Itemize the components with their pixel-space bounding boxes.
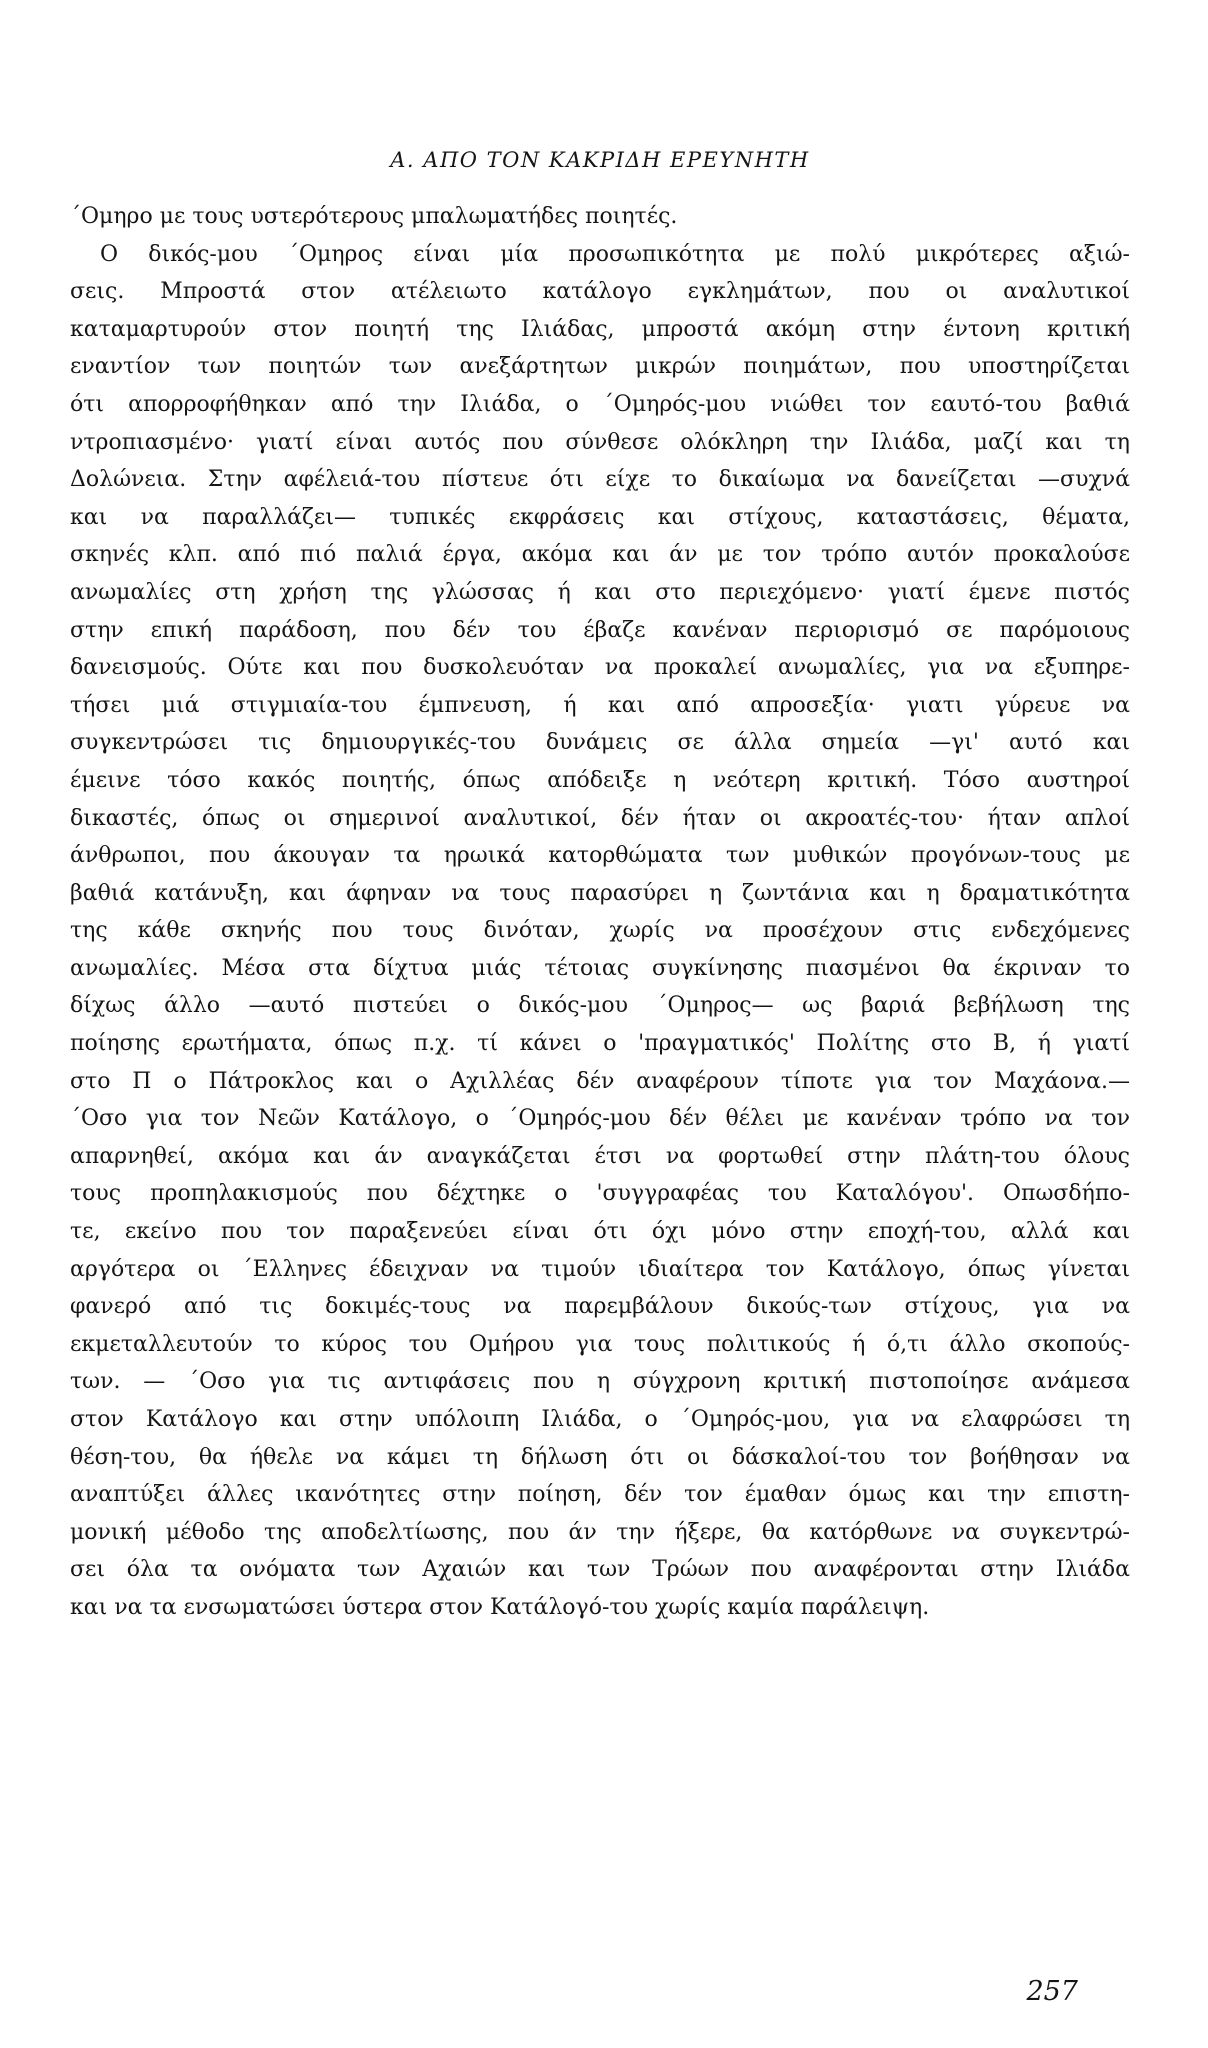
text-line: στο Π ο Πάτροκλος και ο Αχιλλέας δέν αναφέρουν τίποτε για τον Μαχάονα.— [70,1068,1130,1094]
text-line: ανωμαλίες. Μέσα στα δίχτυα μιάς τέτοιας συγκίνησης πιασμένοι θα έκριναν το [70,955,1130,981]
text-line: ΄Ομηρο με τους υστερότερους μπαλωματήδες ποιητές. [70,204,678,229]
text-line: δανεισμούς. Ούτε και που δυσκολευόταν να προκαλεί ανωμαλίες, για να εξυπηρε- [70,655,1130,681]
body-text [70,198,1130,1627]
text-line: τους προπηλακισμούς που δέχτηκε ο 'συγγραφέας του Καταλόγου'. Οπωσδήπο- [70,1181,1130,1207]
text-line: Ο δικός-μου ΄Ομηρος είναι μία προσωπικότητα με πολύ μικρότερες αξιώ- [100,241,1130,267]
text-line: θέση-του, θα ήθελε να κάμει τη δήλωση ότι οι δάσκαλοί-του τον βοήθησαν να [70,1444,1130,1470]
text-line: έμεινε τόσο κακός ποιητής, όπως απόδειξε η νεότερη κριτική. Τόσο αυστηροί [70,767,1130,793]
text-line: σεις. Μπροστά στον ατέλειωτο κατάλογο εγκλημάτων, που οι αναλυτικοί [70,279,1130,305]
text-line: και να παραλλάζει— τυπικές εκφράσεις και στίχους, καταστάσεις, θέματα, [70,504,1130,530]
text-line: άνθρωποι, που άκουγαν τα ηρωικά κατορθώματα των μυθικών προγόνων-τους με [70,843,1130,869]
text-line: καταμαρτυρούν στον ποιητή της Ιλιάδας, μπροστά ακόμη στην έντονη κριτική [70,316,1130,342]
text-line: δικαστές, όπως οι σημερινοί αναλυτικοί, δέν ήταν οι ακροατές-του· ήταν απλοί [70,805,1130,831]
text-line: μονική μέθοδο της αποδελτίωσης, που άν την ήξερε, θα κατόρθωνε να συγκεντρώ- [70,1519,1130,1545]
text-line: ντροπιασμένο· γιατί είναι αυτός που σύνθεσε ολόκληρη την Ιλιάδα, μαζί και τη [70,429,1130,455]
text-line: Δολώνεια. Στην αφέλειά-του πίστευε ότι είχε το δικαίωμα να δανείζεται —συχνά [70,467,1130,493]
text-line: των. — ΄Οσο για τις αντιφάσεις που η σύγχρονη κριτική πιστοποίησε ανάμεσα [70,1369,1130,1395]
text-line: ΄Οσο για τον Νεῶν Κατάλογο, ο ΄Ομηρός-μου δέν θέλει με κανέναν τρόπο να τον [70,1106,1130,1132]
text-line: φανερό από τις δοκιμές-τους να παρεμβάλουν δικούς-των στίχους, για να [70,1294,1130,1320]
text-line: εναντίον των ποιητών των ανεξάρτητων μικρών ποιημάτων, που υποστηρίζεται [70,354,1130,380]
page-number: 257 [1026,1976,1078,2007]
text-line: στην επική παράδοση, που δέν του έβαζε κανέναν περιορισμό σε παρόμοιους [70,617,1130,643]
text-line: στον Κατάλογο και στην υπόλοιπη Ιλιάδα, ο ΄Ομηρός-μου, για να ελαφρώσει τη [70,1407,1130,1432]
text-line: βαθιά κατάνυξη, και άφηναν να τους παρασύρει η ζωντάνια και η δραματικότητα [70,880,1130,906]
text-line: ανωμαλίες στη χρήση της γλώσσας ή και στο περιεχόμενο· γιατί έμενε πιστός [70,579,1130,605]
section-heading: Α. ΑΠΟ ΤΟΝ ΚΑΚΡΙΔΗ ΕΡΕΥΝΗΤΗ [390,148,810,172]
text-line: αργότερα οι ΄Ελληνες έδειχναν να τιμούν ιδιαίτερα τον Κατάλογο, όπως γίνεται [70,1256,1130,1282]
text-line: της κάθε σκηνής που τους δινόταν, χωρίς να προσέχουν στις ενδεχόμενες [70,918,1130,944]
text-line: ποίησης ερωτήματα, όπως π.χ. τί κάνει ο 'πραγματικός' Πολίτης στο Β, ή γιατί [70,1031,1130,1057]
text-line: και να τα ενσωματώσει ύστερα στον Κατάλογό-του χωρίς καμία παράλειψη. [70,1594,930,1620]
text-line: τε, εκείνο που τον παραξενεύει είναι ότι όχι μόνο στην εποχή-του, αλλά και [70,1219,1130,1245]
text-line: συγκεντρώσει τις δημιουργικές-του δυνάμεις σε άλλα σημεία —γι' αυτό και [70,730,1130,756]
text-line: ότι απορροφήθηκαν από την Ιλιάδα, ο ΄Ομηρός-μου νιώθει τον εαυτό-του βαθιά [70,391,1130,417]
text-line: δίχως άλλο —αυτό πιστεύει ο δικός-μου ΄Ομηρος— ως βαριά βεβήλωση της [70,993,1130,1019]
text-line: αναπτύξει άλλες ικανότητες στην ποίηση, δέν τον έμαθαν όμως και την επιστη- [70,1482,1130,1508]
text-line: σει όλα τα ονόματα των Αχαιών και των Τρώων που αναφέρονται στην Ιλιάδα [70,1557,1130,1583]
text-line: εκμεταλλευτούν το κύρος του Ομήρου για τους πολιτικούς ή ό,τι άλλο σκοπούς- [70,1331,1130,1357]
text-line: σκηνές κλπ. από πιό παλιά έργα, ακόμα και άν με τον τρόπο αυτόν προκαλούσε [70,542,1130,568]
text-line: τήσει μιά στιγμιαία-του έμπνευση, ή και από απροσεξία· γιατι γύρευε να [70,692,1130,718]
text-line: απαρνηθεί, ακόμα και άν αναγκάζεται έτσι να φορτωθεί στην πλάτη-του όλους [70,1143,1130,1169]
